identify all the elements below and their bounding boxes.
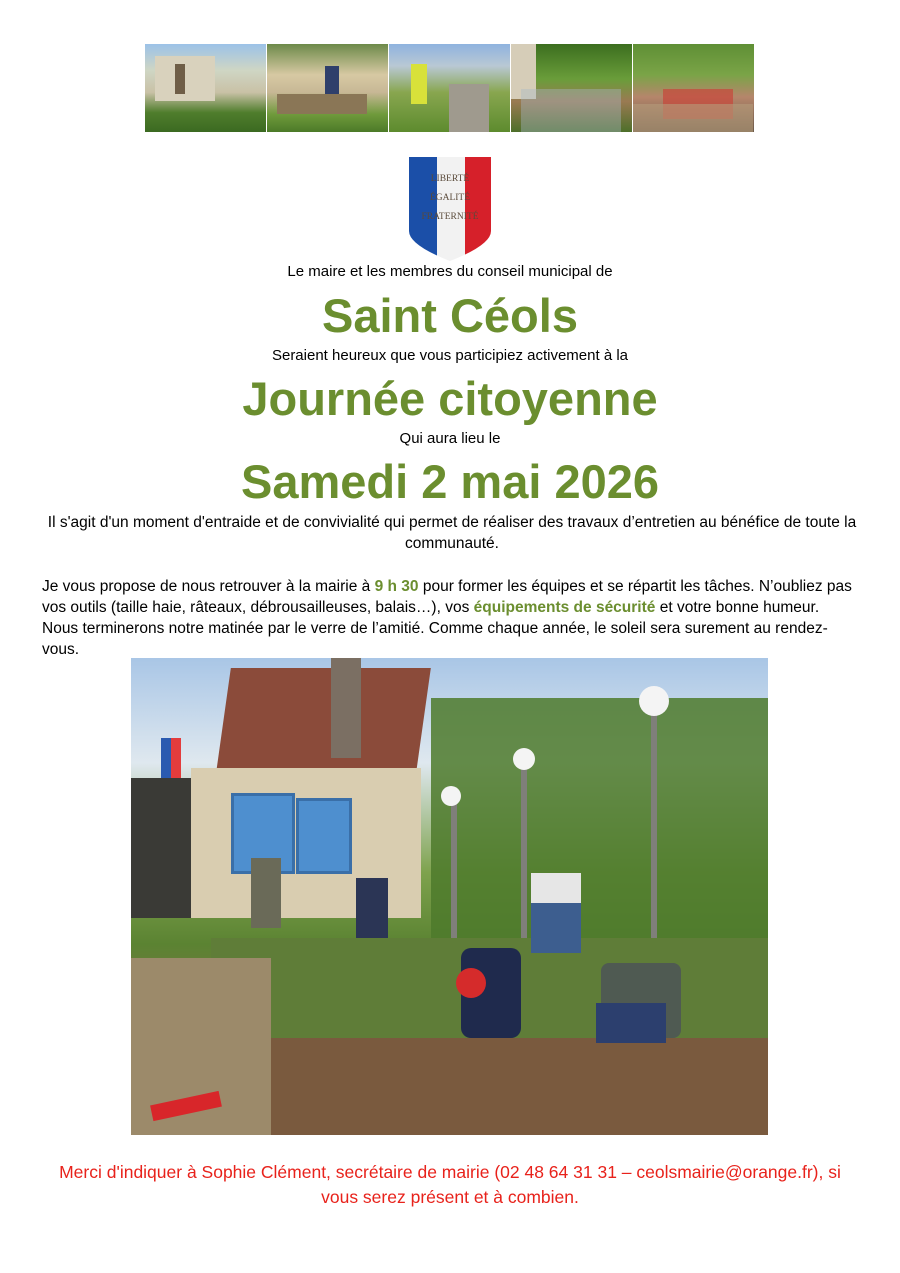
description: Il s'agit d'un moment d'entraide et de convivialité qui permet de réaliser des travaux d’entretien au bénéfice de toute la communauté.	[47, 514, 857, 552]
flag-motto	[409, 170, 491, 227]
motto-liberte: LIBERTÉ	[430, 174, 470, 184]
town-name: Saint Céols	[322, 289, 578, 342]
invite-line: Seraient heureux que vous participiez activement à la	[271, 347, 629, 364]
meeting-time: 9 h 30	[374, 578, 419, 595]
motto-fraternite: FRATERNITÉ	[421, 212, 479, 222]
banner-photo-tables	[267, 44, 388, 132]
details-text-1: Je vous propose de nous retrouver à la mairie à	[42, 578, 375, 595]
details-text-3: et votre bonne humeur.	[655, 599, 820, 616]
event-name: Journée citoyenne	[242, 372, 658, 425]
photo-banner	[145, 44, 754, 132]
footer-note: Merci d'indiquer à Sophie Clément, secrétaire de mairie (02 48 64 31 31 – ceolsmairie@orange.fr), si vous serez présent et à combien.	[59, 1162, 841, 1207]
banner-photo-building	[145, 44, 266, 132]
details-text-2: pour former les équipes et se répartit les tâches. N’oubliez pas vos outils (taille haie, râteaux, débrousailleuses, balais…), vos	[42, 578, 852, 616]
volunteers-photo	[131, 658, 768, 1135]
banner-photo-chapel	[511, 44, 632, 132]
date-intro: Qui aura lieu le	[399, 430, 501, 447]
banner-photo-gathering	[633, 44, 754, 132]
details-paragraph	[42, 576, 862, 660]
motto-egalite: ÉGALITÉ	[429, 193, 471, 203]
safety-equipment: équipements de sécurité	[473, 599, 656, 616]
event-date: Samedi 2 mai 2026	[240, 455, 660, 508]
banner-photo-road	[389, 44, 510, 132]
intro-line: Le maire et les membres du conseil municipal de	[287, 263, 613, 280]
details-text-4: Nous terminerons notre matinée par le verre de l’amitié. Comme chaque année, le soleil sera surement au rendez-vous.	[42, 620, 828, 658]
